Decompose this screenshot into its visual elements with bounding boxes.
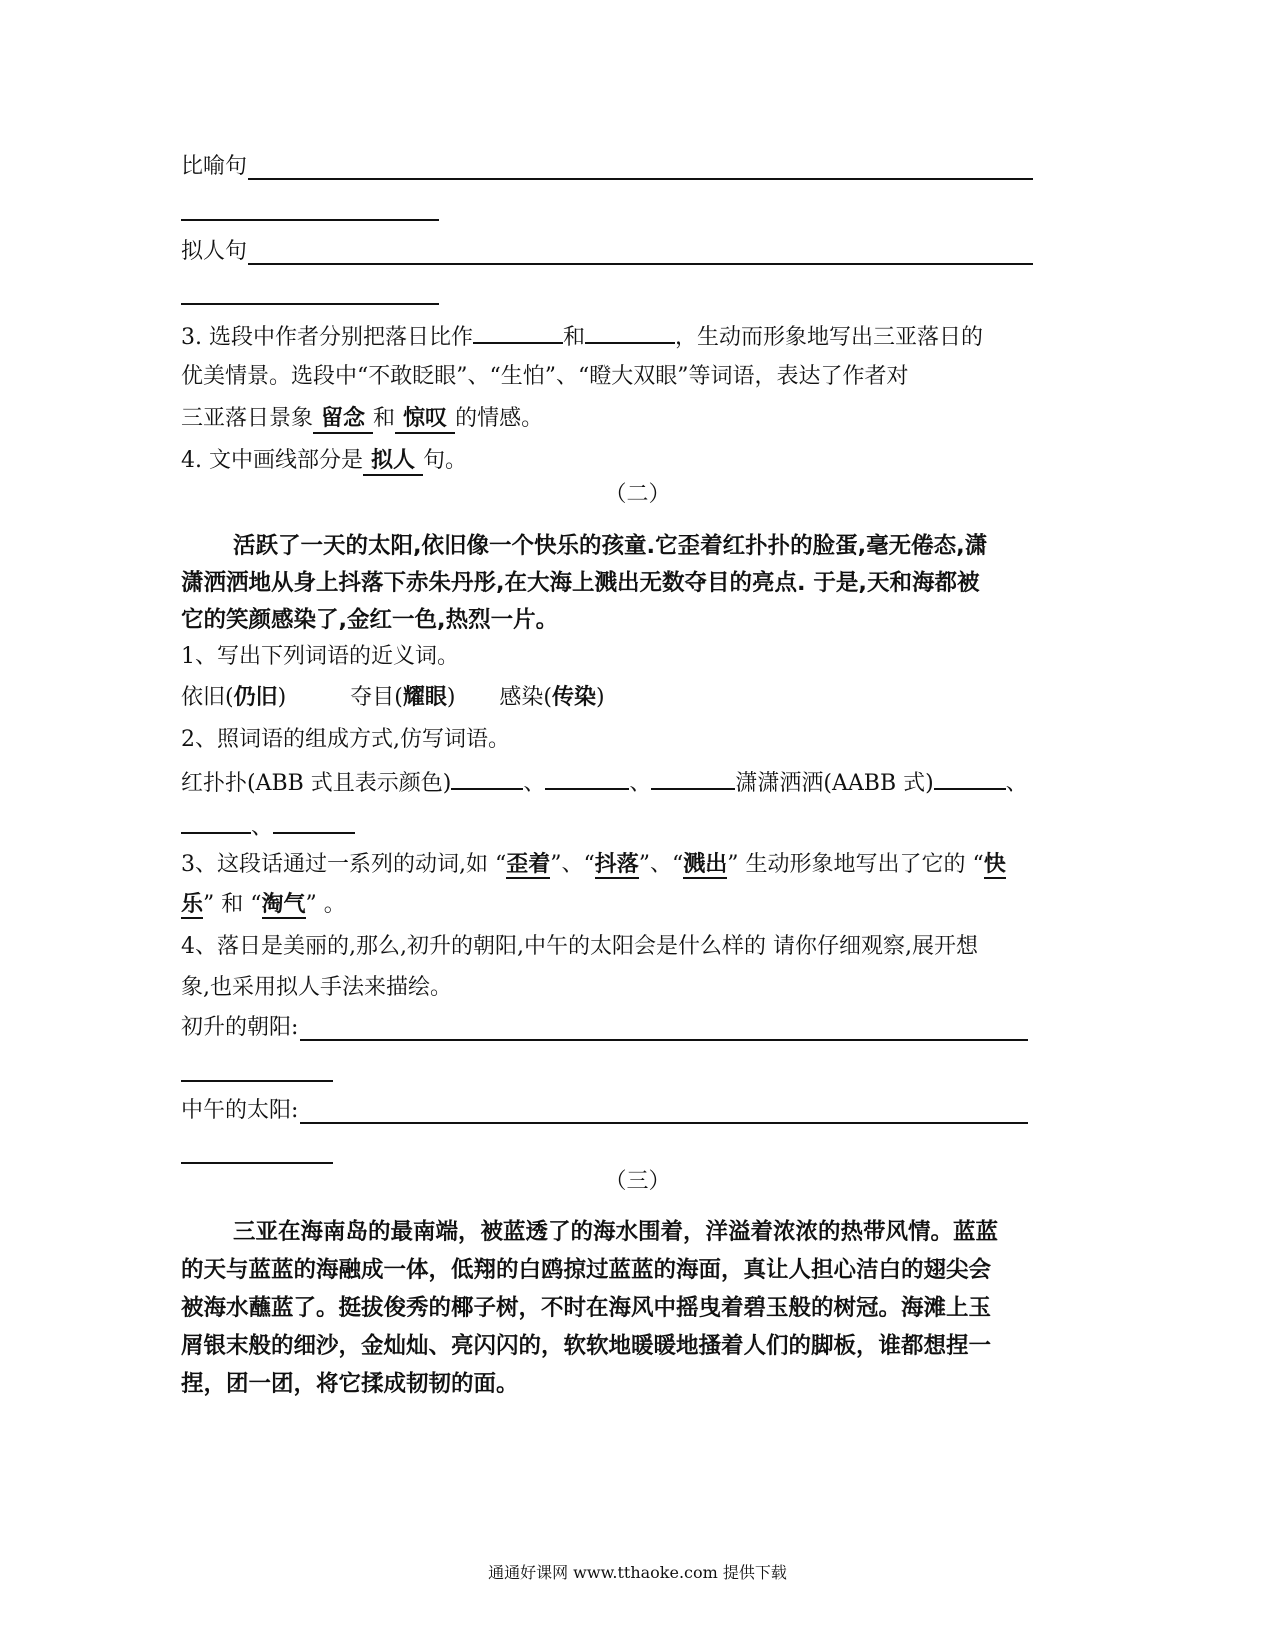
p2-q2: 2、照词语的组成方式,仿写词语。 xyxy=(181,727,510,752)
p2-q3-line2: 乐” 和 “淘气” 。 xyxy=(181,892,346,917)
p1-q3-line3: 三亚落日景象 留念 和 惊叹 的情感。 xyxy=(181,404,543,434)
answer: 拟人 xyxy=(363,448,423,476)
blank xyxy=(585,320,675,344)
passage-2: 活跃了一天的太阳,依旧像一个快乐的孩童.它歪着红扑扑的脸蛋,毫无倦态,潇 潇洒洒地从身上抖落下赤朱丹彤,在大海上溅出无数夺目的亮点. 于是,天和海都被 它的笑颜感染了,金红一色,热烈一片。 xyxy=(181,533,988,633)
passage-3: 三亚在海南岛的最南端，被蓝透了的海水围着，洋溢着浓浓的热带风情。蓝蓝 的天与蓝蓝的海融成一体，低翔的白鸥掠过蓝蓝的海面，真让人担心洁白的翅尖会 被海水蘸蓝了。挺拔俊秀的椰子树，不时在海风中摇曳着碧玉般的树冠。海滩上玉 屑银末般的细沙，金灿灿、亮闪闪的，软软地暖暖地搔着人们的脚板，谁都想捏一 捏，团一团，将它揉成韧韧的面。 xyxy=(181,1219,999,1397)
p1-q4: 4. 文中画线部分是 拟人 句。 xyxy=(181,446,467,476)
section-heading-3: （三） xyxy=(604,1169,671,1194)
noon-answer-line xyxy=(300,1122,1028,1124)
p2-q2-blanks: 红扑扑(ABB 式且表示颜色) 、 、 潇潇洒洒(AABB 式) 、 xyxy=(181,766,1028,799)
p2-q4-line2: 象,也采用拟人手法来描绘。 xyxy=(181,975,452,1000)
morning-answer-line-2 xyxy=(181,1080,333,1082)
simile-answer-line-2 xyxy=(181,219,439,221)
noon-label: 中午的太阳: xyxy=(181,1098,299,1123)
section-heading-2: （二） xyxy=(604,482,671,507)
answer: 留念 xyxy=(313,406,373,434)
simile-row xyxy=(181,152,247,182)
morning-row xyxy=(181,1013,298,1043)
personification-answer-line-2 xyxy=(181,303,439,305)
p1-q3-line1: 3. 选段中作者分别把落日比作 和 ，生动而形象地写出三亚落日的 xyxy=(181,320,983,353)
p1-q3-line2: 优美情景。选段中“不敢眨眼”、“生怕”、“瞪大双眼”等词语，表达了作者对 xyxy=(181,364,909,389)
answer: 惊叹 xyxy=(395,406,455,434)
p2-synonyms: 依旧(仍旧) 夺目(耀眼) 感染(传染) xyxy=(181,685,605,710)
personification-row xyxy=(181,237,247,267)
noon-row xyxy=(181,1096,298,1126)
p2-q4-line1: 4、落日是美丽的,那么,初升的朝阳,中午的太阳会是什么样的 请你仔细观察,展开想 xyxy=(181,934,978,959)
p2-q1: 1、写出下列词语的近义词。 xyxy=(181,644,459,669)
p2-q2-blanks-2: 、 xyxy=(181,810,355,843)
noon-answer-line-2 xyxy=(181,1162,333,1164)
morning-label: 初升的朝阳: xyxy=(181,1015,299,1040)
morning-answer-line xyxy=(300,1039,1028,1041)
blank xyxy=(473,320,563,344)
simile-label: 比喻句 xyxy=(181,154,248,179)
personification-label: 拟人句 xyxy=(181,239,248,264)
footer: 通通好课网 www.tthaoke.com 提供下载 xyxy=(488,1563,787,1582)
simile-answer-line xyxy=(248,178,1033,180)
p2-q3-line1: 3、这段话通过一系列的动词,如 “歪着”、“抖落”、“溅出” 生动形象地写出了它的 “快 xyxy=(181,852,1006,877)
personification-answer-line xyxy=(248,263,1033,265)
